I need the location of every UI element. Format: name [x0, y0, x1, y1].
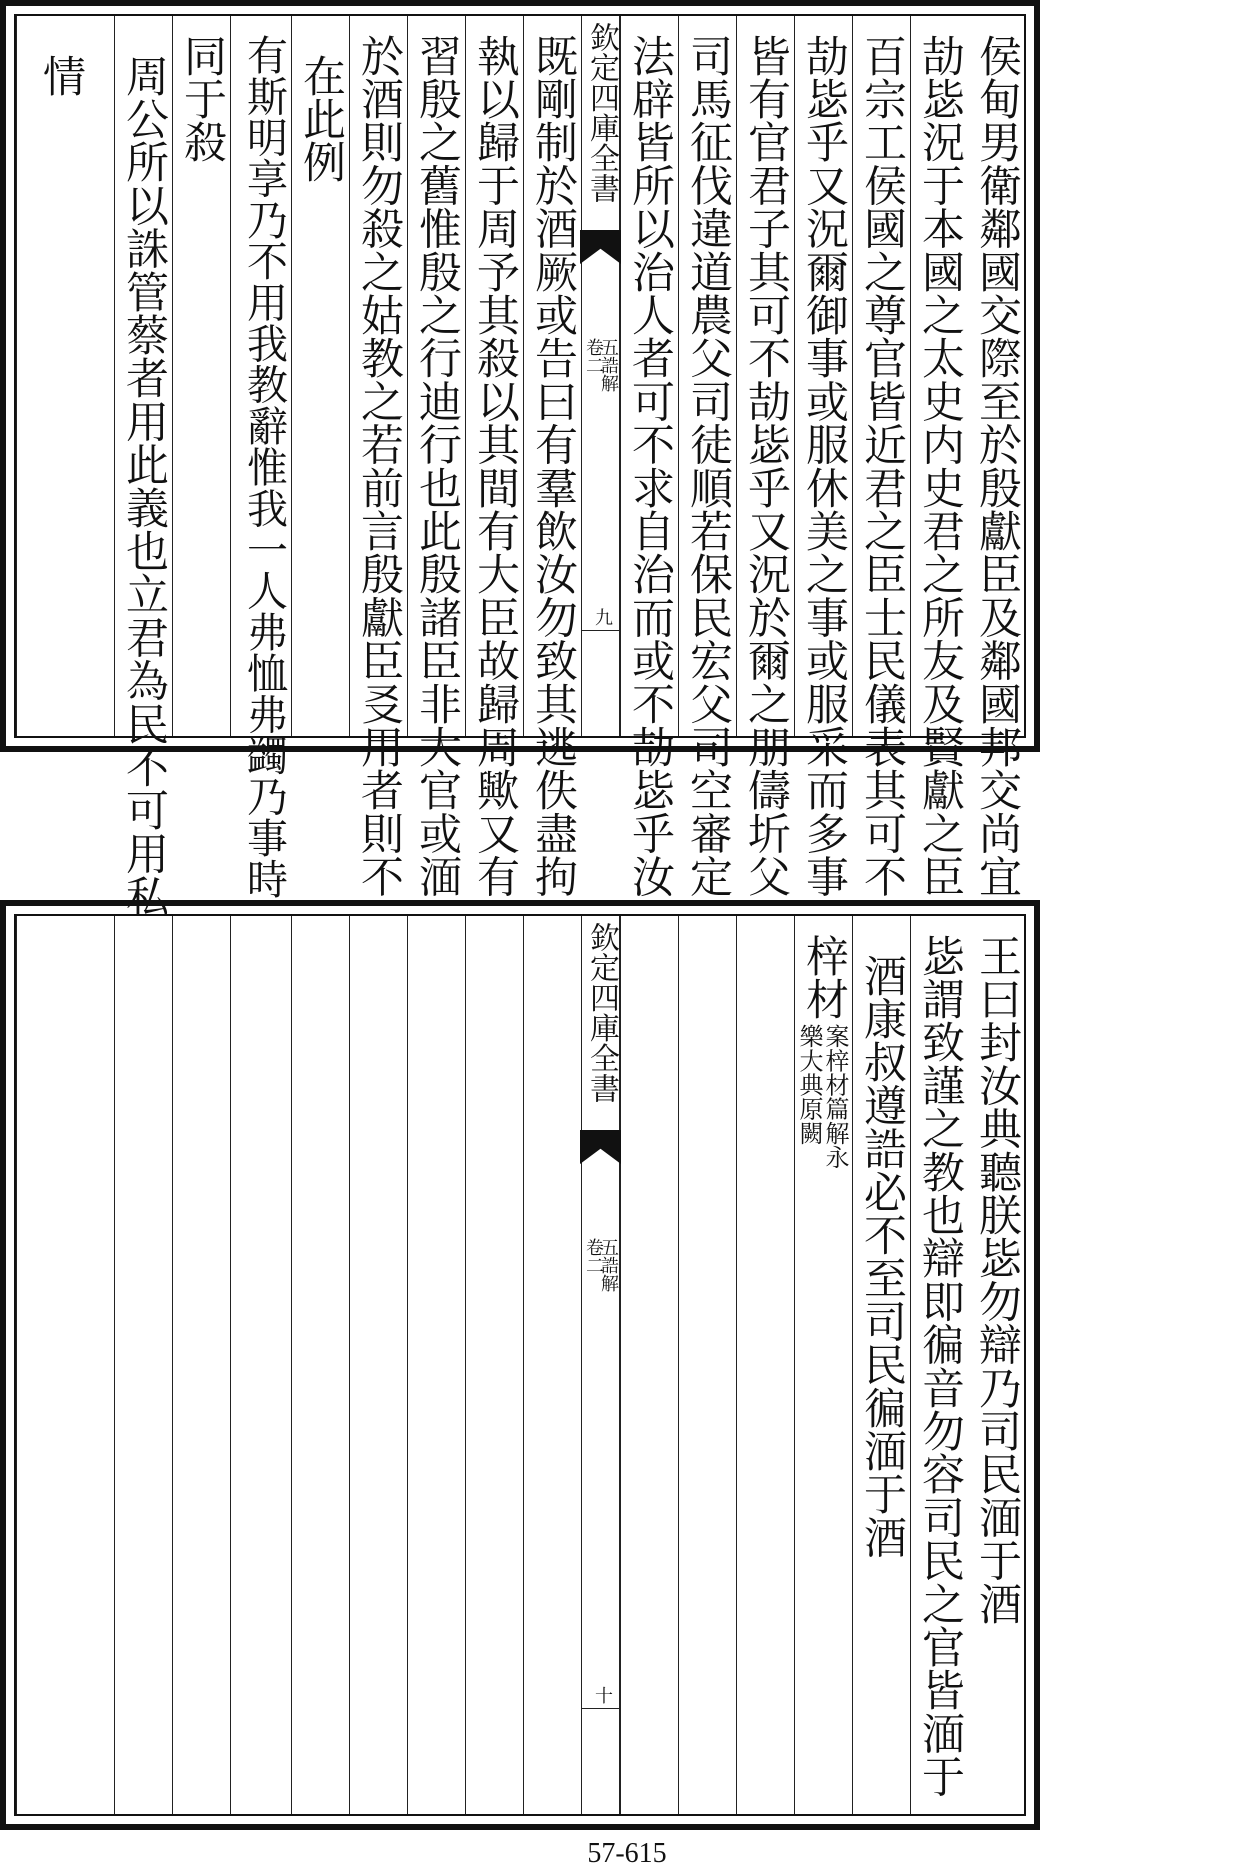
text-column: [230, 16, 291, 900]
page-number: 57-615: [587, 1838, 667, 1869]
bottom-page-gutter: [581, 916, 620, 1814]
text-column: [736, 16, 794, 898]
text-column: [465, 16, 523, 898]
text-column: [465, 916, 523, 1814]
text-column: [291, 16, 349, 736]
text-column: [678, 916, 736, 1814]
text-column: [678, 16, 736, 898]
column-text: 執以歸于周予其殺以其間有大臣故歸周歟又有: [470, 34, 520, 898]
column-text: 習殷之舊惟殷之行迪行也此殷諸臣非大官或湎: [412, 34, 462, 898]
text-column: [968, 916, 1024, 1814]
text-column: [349, 916, 407, 1814]
gutter-title: 欽定四庫全書: [584, 922, 619, 1104]
gutter-rule: [582, 1708, 619, 1709]
bottom-page-inner-frame: [14, 914, 1026, 1816]
annotation-line: 案梓材篇解永: [821, 1024, 849, 1170]
column-text: 梓材: [799, 934, 849, 1021]
gutter-rule: [582, 630, 619, 631]
bottom-page: [0, 900, 1254, 1830]
text-column: [16, 916, 114, 1814]
column-text: 法辟皆所以治人者可不求自治而或不劼毖乎汝: [625, 34, 675, 898]
column-text: 同于殺: [177, 34, 227, 164]
text-column: [16, 16, 114, 736]
gutter-volume: 卷二: [583, 338, 604, 375]
column-text: 侯甸男衛鄰國交際至於殷獻臣及鄰國邦交尚宜: [972, 34, 1022, 898]
gutter-volume: 卷二: [583, 1238, 604, 1275]
column-text: 王曰封汝典聽朕毖勿辯乃司民湎于酒: [972, 934, 1022, 1626]
text-column: [523, 916, 581, 1814]
column-text: 有斯明享乃不用我教辭惟我一人弗恤弗蠲乃事時: [240, 34, 288, 900]
column-text: 毖謂致謹之教也辯即徧音勿容司民之官皆湎于: [915, 934, 965, 1798]
column-text: 百宗工侯國之尊官皆近君之臣士民儀表其可不: [857, 34, 907, 898]
column-text: 皆有官君子其可不劼毖乎又況於爾之朋儔圻父: [741, 34, 791, 898]
text-column: [852, 16, 910, 898]
gutter-chapter: 五誥解: [598, 338, 619, 393]
top-page: [0, 0, 1254, 918]
column-text: 情: [36, 54, 86, 98]
gutter-fold-mark: [580, 1130, 621, 1164]
column-text: 酒康叔遵誥必不至司民徧湎于酒: [857, 954, 907, 1559]
text-column: [794, 916, 852, 1814]
text-column: [620, 16, 678, 898]
gutter-fold-mark: [580, 230, 621, 264]
text-column: [407, 16, 465, 898]
text-column: [852, 916, 910, 1814]
column-text: 於酒則勿殺之姑教之若前言殷獻臣㕛用者則不: [354, 34, 404, 898]
text-column: [114, 16, 172, 918]
text-column: [230, 916, 291, 1814]
column-text: 劼毖況于本國之太史内史君之所友及賢獻之臣: [915, 34, 965, 898]
text-column: [407, 916, 465, 1814]
gutter-page-number: 九: [592, 608, 613, 627]
top-page-gutter: [581, 16, 620, 736]
column-text: 既剛制於酒厥或告曰有羣飲汝勿致其逃佚盡拘: [528, 34, 578, 898]
column-text: 在此例: [296, 54, 346, 184]
text-column: [172, 916, 230, 1814]
annotation-line: 樂大典原闕: [795, 1024, 823, 1145]
gutter-page-number: 十: [592, 1686, 613, 1705]
text-column: [349, 16, 407, 898]
column-text: 司馬征伐違道農父司徒順若保民宏父司空審定: [683, 34, 733, 898]
gutter-title: 欽定四庫全書: [584, 22, 619, 204]
text-column: [172, 16, 230, 736]
text-column: [910, 916, 968, 1814]
column-text: 周公所以誅管蔡者用此義也立君為民不可用私: [119, 54, 169, 918]
text-column: [736, 916, 794, 1814]
text-column: [794, 16, 852, 898]
column-text: 劼毖乎又況爾御事或服休美之事或服采而多事: [799, 34, 849, 898]
text-column: [910, 16, 968, 898]
text-column: [114, 916, 172, 1814]
text-column: [620, 916, 678, 1814]
text-column: [291, 916, 349, 1814]
text-column: [523, 16, 581, 898]
gutter-chapter: 五誥解: [598, 1238, 619, 1293]
top-page-inner-frame: [14, 14, 1026, 918]
text-column: [968, 16, 1024, 898]
